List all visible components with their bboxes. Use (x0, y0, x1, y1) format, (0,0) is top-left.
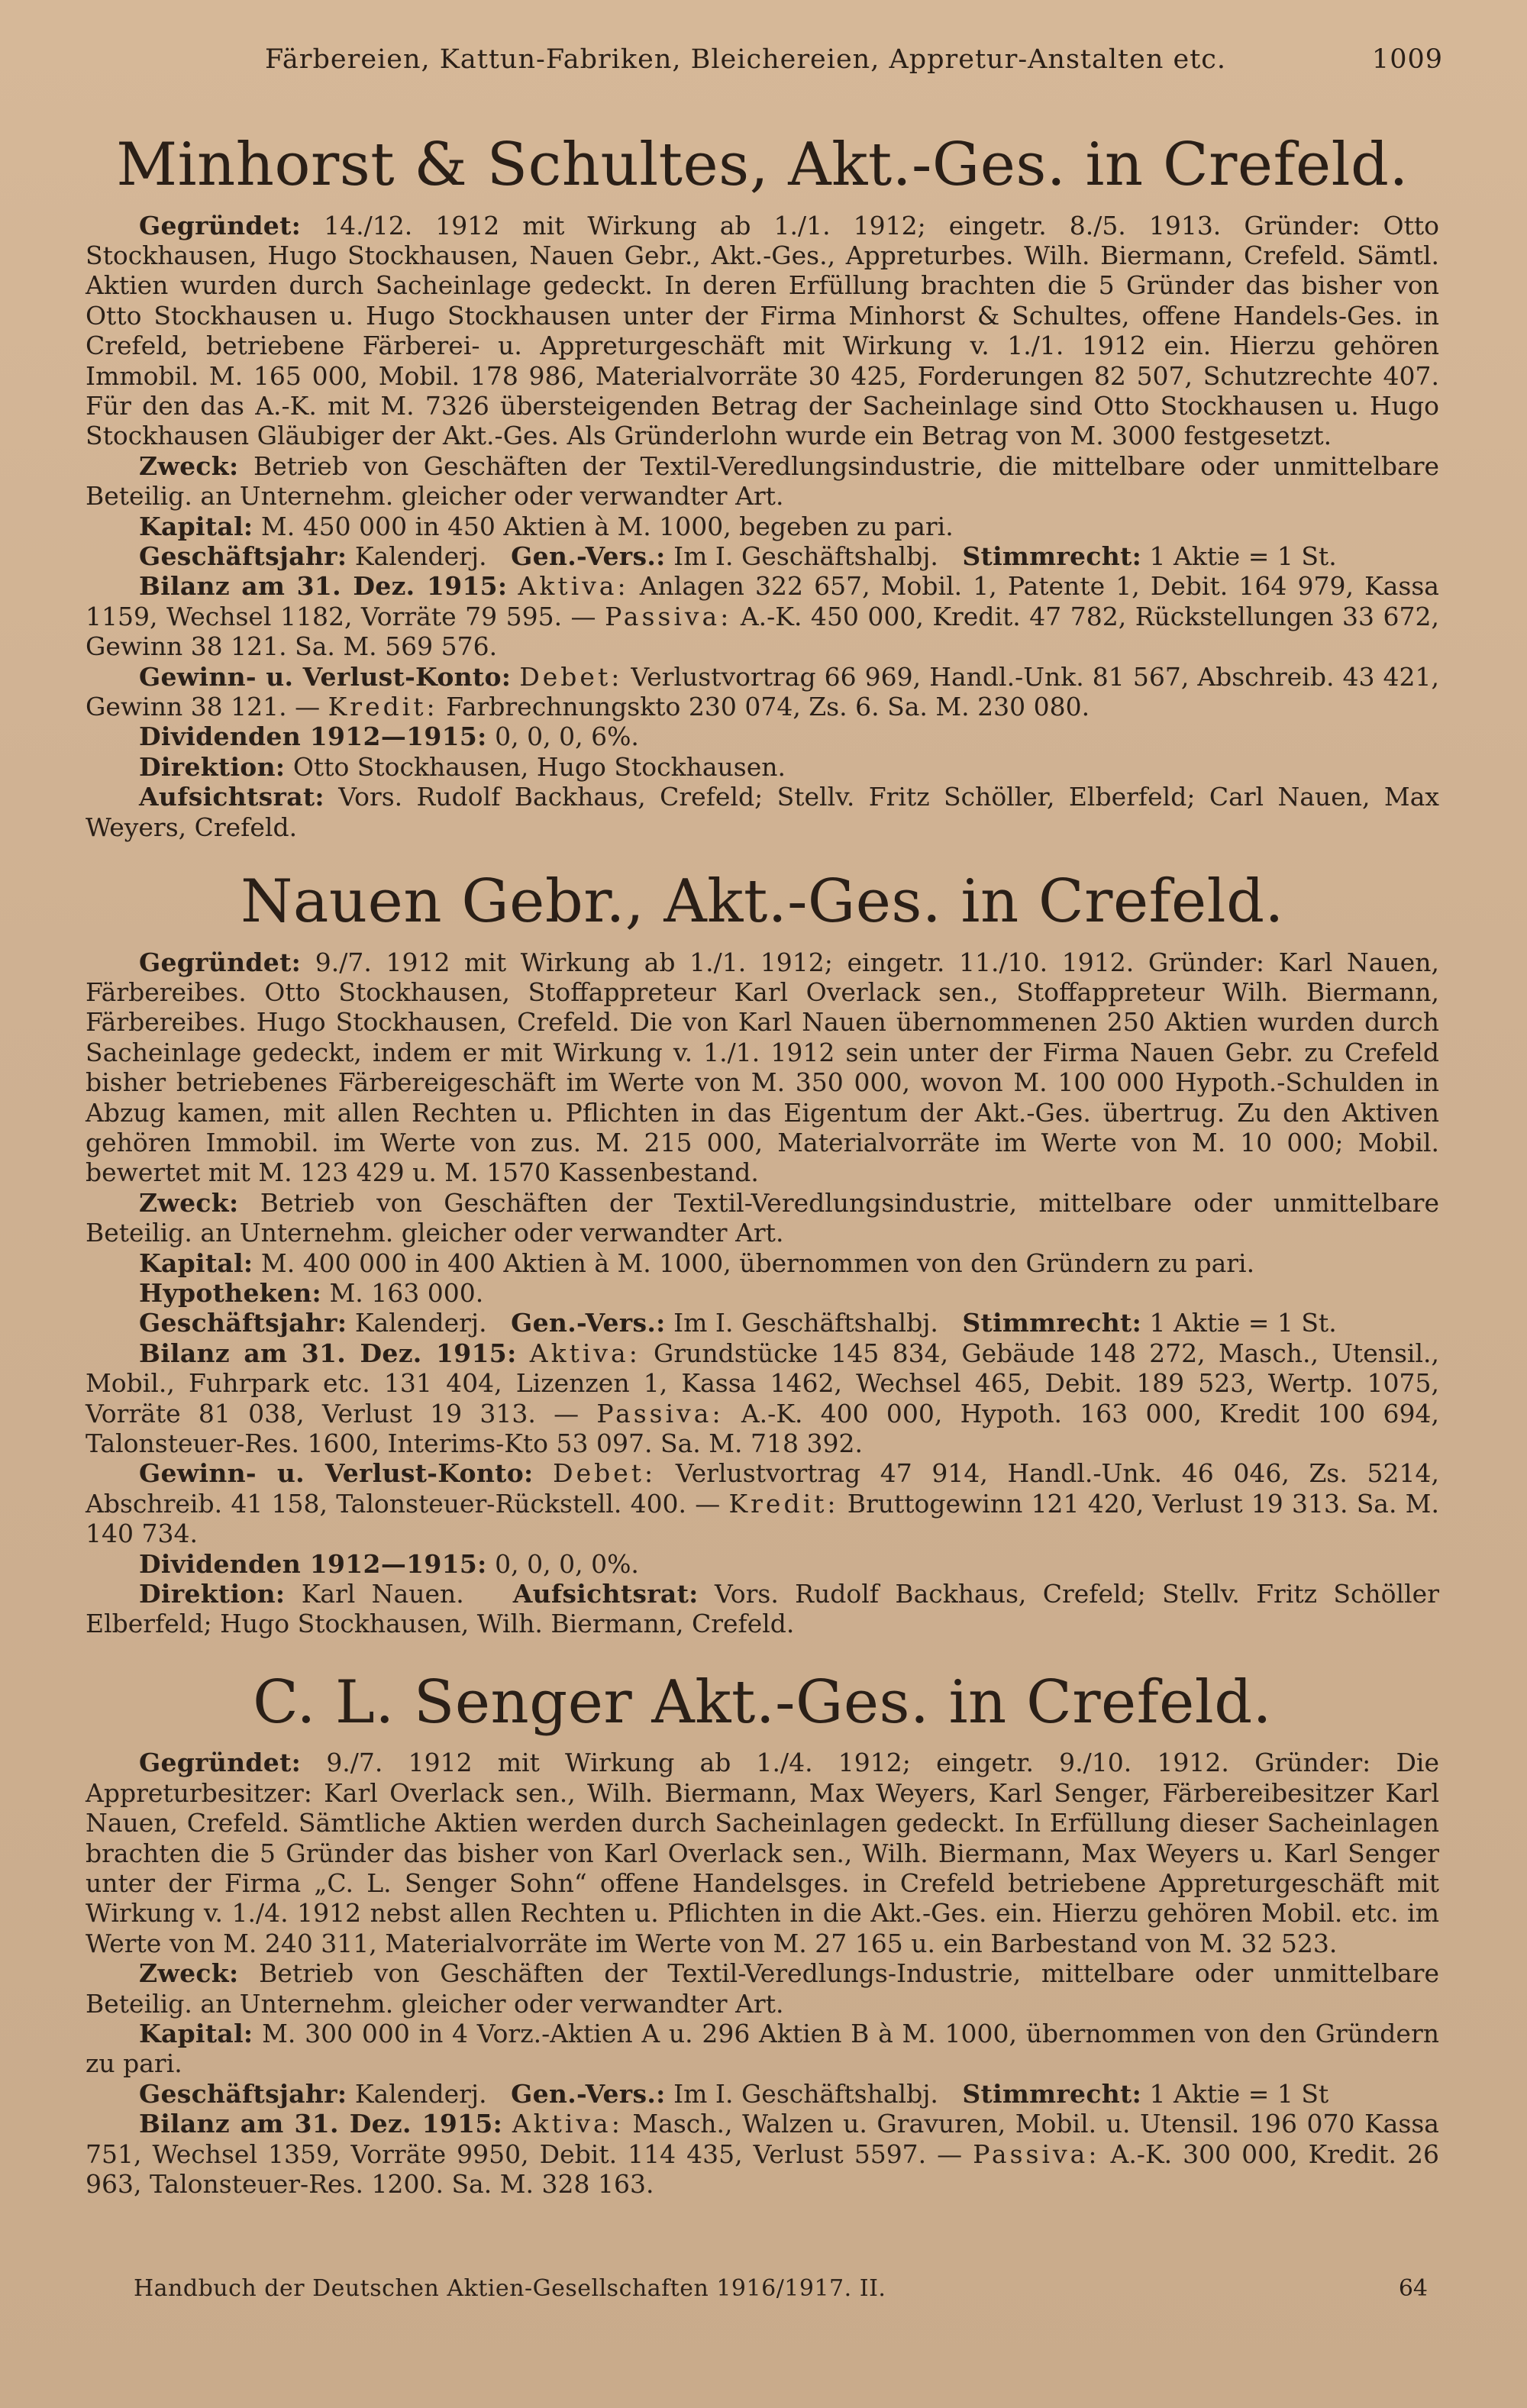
debet-text: Verlustvortrag 47 914, Handl.-Unk. 46 046, Zs. 5214, Abschreib. 41 158, Talonsteuer-Rückstell. 400. — (86, 1458, 1439, 1519)
gegruendet-text: 9./7. 1912 mit Wirkung ab 1./1. 1912; eingetr. 11./10. 1912. Gründer: Karl Nauen, Färbereibes. Otto Stockhausen, Stoffappreteur Karl Overlack sen., Stoffappreteur Wilh. Biermann, Färbereibes. Hugo Stockhausen, Crefeld. Die von Karl Nauen übernommenen 250 Aktien wurden durch Sacheinlage gedeckt, indem er mit Wirkung v. 1./1. 1912 sein unter der Firma Nauen Gebr. zu Crefeld bisher betriebenes Färbereigeschäft im Werte von M. 350 000, wovon M. 100 000 Hypoth.-Schulden in Abzug kamen, mit allen Rechten u. Pflichten in das Eigentum der Akt.-Ges. übertrug. Zu den Aktiven gehören Immobil. im Werte von zus. M. 215 000, Materialvorräte im Werte von M. 10 000; Mobil. bewertet mit M. 123 429 u. M. 1570 Kassenbestand. (86, 947, 1439, 1188)
dividenden-text: 0, 0, 0, 6%. (495, 721, 639, 752)
kapital-label: Kapital: (139, 1248, 253, 1278)
genvers-text: Im I. Geschäftshalbj. (673, 541, 938, 571)
kredit-text: Farbrechnungskto 230 074, Zs. 6. Sa. M. 230 080. (446, 692, 1090, 721)
debet-label: Debet: (519, 661, 623, 692)
kapital-text: M. 450 000 in 450 Aktien à M. 1000, begeben zu pari. (260, 511, 954, 541)
kapital-text: M. 400 000 in 400 Aktien à M. 1000, übernommen von den Gründern zu pari. (260, 1248, 1255, 1278)
stimmrecht-label: Stimmrecht: (962, 2078, 1142, 2109)
company-title: Nauen Gebr., Akt.-Ges. in Crefeld. (241, 867, 1284, 937)
geschaeftsjahr-text: Kalenderj. (354, 541, 487, 571)
geschaeftsjahr-paragraph (86, 541, 1439, 571)
geschaeftsjahr-paragraph (86, 1308, 1439, 1338)
hypotheken-label: Hypotheken: (139, 1278, 322, 1308)
zweck-label: Zweck: (139, 1958, 239, 1989)
passiva-text: A.-K. 400 000, Hypoth. 163 000, Kredit 100 694, Talonsteuer-Res. 1600, Interims-Kto 53 097. Sa. M. 718 392. (86, 1398, 1439, 1459)
company-title: Minhorst & Schultes, Akt.-Ges. in Crefeld. (116, 131, 1409, 199)
company-title: C. L. Senger Akt.-Ges. in Crefeld. (253, 1667, 1272, 1737)
page-number: 1009 (1371, 44, 1443, 75)
passiva-text: A.-K. 450 000, Kredit. 47 782, Rückstellungen 33 672, Gewinn 38 121. Sa. M. 569 576. (86, 601, 1439, 662)
hypotheken-text: M. 163 000. (329, 1278, 484, 1308)
zweck-text: Betrieb von Geschäften der Textil-Veredlungs-Industrie, mittelbare oder unmittelbare Beteilig. an Unternehm. gleicher oder verwandter Art. (86, 1958, 1439, 2019)
guv-paragraph (86, 662, 1439, 722)
stimmrecht-text: 1 Aktie = 1 St. (1149, 1308, 1337, 1338)
aufsichtsrat-text: Vors. Rudolf Backhaus, Crefeld; Stellv. Fritz Schöller Elberfeld; Hugo Stockhausen, Wilh. Biermann, Crefeld. (86, 1579, 1439, 1639)
bilanz-paragraph (86, 1338, 1439, 1459)
zweck-paragraph (86, 451, 1439, 512)
gegruendet-label: Gegründet: (139, 1748, 302, 1778)
kapital-label: Kapital: (139, 2019, 253, 2049)
direktion-text: Karl Nauen. (301, 1579, 464, 1609)
kredit-label: Kredit: (328, 692, 438, 721)
dividenden-text: 0, 0, 0, 0%. (495, 1548, 639, 1579)
direktion-label: Direktion: (139, 1579, 286, 1609)
direktion-paragraph (86, 1579, 1439, 1639)
guv-label: Gewinn- u. Verlust-Konto: (139, 661, 512, 692)
bilanz-paragraph (86, 2109, 1439, 2199)
geschaeftsjahr-text: Kalenderj. (354, 1308, 487, 1338)
aufsichtsrat-label: Aufsichtsrat: (512, 1579, 699, 1609)
direktion-paragraph (86, 752, 1439, 782)
stimmrecht-text: 1 Aktie = 1 St (1149, 2078, 1329, 2109)
aktiva-text: Masch., Walzen u. Gravuren, Mobil. u. Utensil. 196 070 Kassa 751, Wechsel 1359, Vorräte 9950, Debit. 114 435, Verlust 5597. — (86, 2109, 1439, 2169)
gegruendet-paragraph (86, 947, 1439, 1188)
company-entry-senger (86, 1666, 1439, 2200)
company-entry-minhorst (86, 128, 1439, 842)
gegruendet-paragraph (86, 1748, 1439, 1958)
company-entry-nauen (86, 865, 1439, 1639)
gegruendet-label: Gegründet: (139, 947, 302, 977)
kapital-paragraph (86, 2019, 1439, 2079)
stimmrecht-text: 1 Aktie = 1 St. (1149, 541, 1337, 571)
zweck-paragraph (86, 1188, 1439, 1248)
aktiva-label: Aktiva: (512, 2109, 623, 2139)
aktiva-text: Anlagen 322 657, Mobil. 1, Patente 1, Debit. 164 979, Kassa 1159, Wechsel 1182, Vorräte 79 595. — (86, 571, 1439, 631)
dividenden-paragraph (86, 721, 1439, 751)
passiva-label: Passiva: (973, 2138, 1100, 2169)
aktiva-label: Aktiva: (529, 1338, 641, 1368)
genvers-text: Im I. Geschäftshalbj. (673, 2078, 938, 2109)
aktiva-text: Grundstücke 145 834, Gebäude 148 272, Masch., Utensil., Mobil., Fuhrpark etc. 131 404, Lizenzen 1, Kassa 1462, Wechsel 465, Debit. 189 523, Wertp. 1075, Vorräte 81 038, Verlust 19 313. — (86, 1338, 1439, 1428)
zweck-text: Betrieb von Geschäften der Textil-Veredlungsindustrie, die mittelbare oder unmittelbare Beteilig. an Unternehm. gleicher oder verwandter Art. (86, 450, 1439, 512)
kapital-text: M. 300 000 in 4 Vorz.-Aktien A u. 296 Aktien B à M. 1000, übernommen von den Gründern zu pari. (86, 2019, 1439, 2079)
kredit-label: Kredit: (728, 1488, 839, 1519)
running-title: Färbereien, Kattun-Fabriken, Bleichereien, Appretur-Anstalten etc. (265, 44, 1227, 75)
kapital-paragraph (86, 512, 1439, 541)
guv-paragraph (86, 1458, 1439, 1548)
aufsichtsrat-text: Vors. Rudolf Backhaus, Crefeld; Stellv. Fritz Schöller, Elberfeld; Carl Nauen, Max Weyers, Crefeld. (86, 782, 1439, 842)
aufsichtsrat-label: Aufsichtsrat: (139, 782, 324, 812)
zweck-paragraph (86, 1958, 1439, 2019)
passiva-label: Passiva: (605, 601, 732, 631)
passiva-text: A.-K. 300 000, Kredit. 26 963, Talonsteuer-Res. 1200. Sa. M. 328 163. (86, 2138, 1439, 2200)
stimmrecht-label: Stimmrecht: (962, 1308, 1142, 1338)
passiva-label: Passiva: (596, 1398, 724, 1428)
bilanz-label: Bilanz am 31. Dez. 1915: (139, 2109, 503, 2139)
gegruendet-paragraph (86, 211, 1439, 451)
dividenden-label: Dividenden 1912—1915: (139, 721, 487, 752)
genvers-label: Gen.-Vers.: (511, 541, 666, 571)
genvers-label: Gen.-Vers.: (511, 1308, 666, 1338)
signature-mark: 64 (1398, 2275, 1428, 2302)
aufsichtsrat-paragraph (86, 782, 1439, 842)
zweck-label: Zweck: (139, 450, 239, 481)
gegruendet-text: 14./12. 1912 mit Wirkung ab 1./1. 1912; eingetr. 8./5. 1913. Gründer: Otto Stockhausen, Hugo Stockhausen, Nauen Gebr., Akt.-Ges., Appreturbes. Wilh. Biermann, Crefeld. Sämtl. Aktien wurden durch Sacheinlage gedeckt. In deren Erfüllung brachten die 5 Gründer das bisher von Otto Stockhausen u. Hugo Stockhausen unter der Firma Minhorst & Schultes, offene Handels-Ges. in Crefeld, betriebene Färberei- u. Appreturgeschäft mit Wirkung v. 1./1. 1912 ein. Hierzu gehören Immobil. M. 165 000, Mobil. 178 986, Materialvorräte 30 425, Forderungen 82 507, Schutzrechte 407. Für den das A.-K. mit M. 7326 übersteigenden Betrag der Sacheinlage sind Otto Stockhausen u. Hugo Stockhausen Gläubiger der Akt.-Ges. Als Gründerlohn wurde ein Betrag von M. 3000 festgesetzt. (86, 210, 1439, 451)
direktion-label: Direktion: (139, 751, 286, 782)
direktion-text: Otto Stockhausen, Hugo Stockhausen. (292, 751, 786, 782)
genvers-label: Gen.-Vers.: (511, 2078, 666, 2109)
genvers-text: Im I. Geschäftshalbj. (673, 1308, 938, 1338)
book-title: Handbuch der Deutschen Aktien-Gesellschaften 1916/1917. II. (134, 2275, 886, 2302)
kapital-paragraph (86, 1248, 1439, 1278)
debet-label: Debet: (553, 1458, 657, 1489)
gegruendet-label: Gegründet: (139, 210, 302, 240)
bilanz-paragraph (86, 571, 1439, 661)
debet-text: Verlustvortrag 66 969, Handl.-Unk. 81 567, Abschreib. 43 421, Gewinn 38 121. — (86, 661, 1439, 721)
geschaeftsjahr-paragraph (86, 2079, 1439, 2109)
stimmrecht-label: Stimmrecht: (962, 541, 1142, 571)
kredit-text: Bruttogewinn 121 420, Verlust 19 313. Sa. M. 140 734. (86, 1488, 1439, 1549)
bilanz-label: Bilanz am 31. Dez. 1915: (139, 1338, 517, 1368)
dividenden-label: Dividenden 1912—1915: (139, 1548, 487, 1579)
geschaeftsjahr-text: Kalenderj. (354, 2078, 487, 2109)
hypotheken-paragraph (86, 1278, 1439, 1308)
running-header (265, 44, 1443, 75)
zweck-label: Zweck: (139, 1187, 239, 1218)
bilanz-label: Bilanz am 31. Dez. 1915: (139, 571, 508, 602)
geschaeftsjahr-label: Geschäftsjahr: (139, 2078, 347, 2109)
geschaeftsjahr-label: Geschäftsjahr: (139, 1308, 347, 1338)
zweck-text: Betrieb von Geschäften der Textil-Veredlungsindustrie, mittelbare oder unmittelbare Beteilig. an Unternehm. gleicher oder verwandter Art. (86, 1187, 1439, 1248)
aktiva-label: Aktiva: (518, 571, 629, 602)
dividenden-paragraph (86, 1549, 1439, 1579)
page-footer (134, 2275, 1428, 2302)
geschaeftsjahr-label: Geschäftsjahr: (139, 541, 347, 571)
gegruendet-text: 9./7. 1912 mit Wirkung ab 1./4. 1912; eingetr. 9./10. 1912. Gründer: Die Appreturbesitzer: Karl Overlack sen., Wilh. Biermann, Max Weyers, Karl Senger, Färbereibesitzer Karl Nauen, Crefeld. Sämtliche Aktien werden durch Sacheinlagen gedeckt. In Erfüllung dieser Sacheinlagen brachten die 5 Gründer das bisher von Karl Overlack sen., Wilh. Biermann, Max Weyers u. Karl Senger unter der Firma „C. L. Senger Sohn“ offene Handelsges. in Crefeld betriebene Appreturgeschäft mit Wirkung v. 1./4. 1912 nebst allen Rechten u. Pflichten in die Akt.-Ges. ein. Hierzu gehören Mobil. etc. im Werte von M. 240 311, Materialvorräte im Werte von M. 27 165 u. ein Barbestand von M. 32 523. (86, 1748, 1439, 1958)
kapital-label: Kapital: (139, 511, 253, 541)
guv-label: Gewinn- u. Verlust-Konto: (139, 1458, 534, 1489)
